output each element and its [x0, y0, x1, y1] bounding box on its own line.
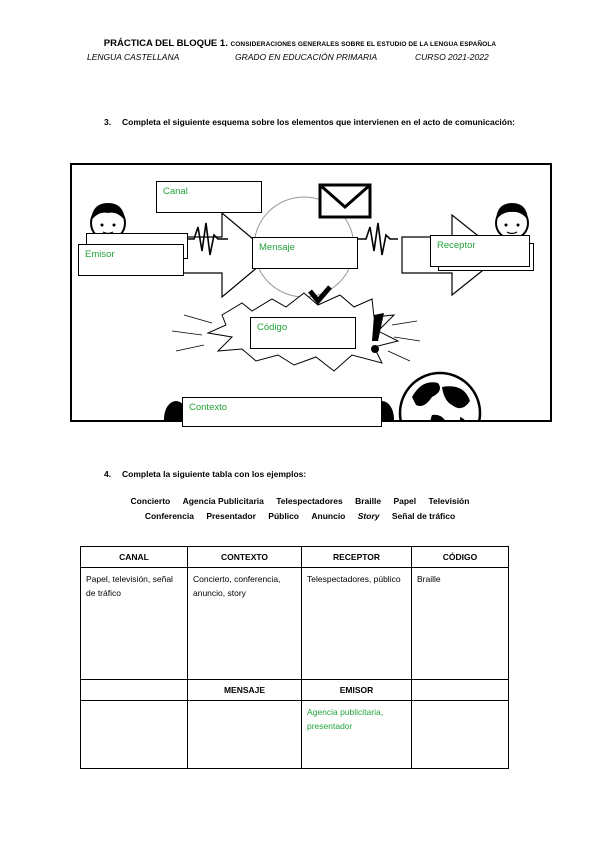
- header-title-bold: PRÁCTICA DEL BLOQUE 1.: [103, 38, 228, 49]
- table-header-cell: CONTEXTO: [188, 547, 302, 568]
- examples-row-2: [0, 511, 600, 521]
- receptor-box: Receptor: [430, 235, 530, 267]
- mensaje-box: Mensaje: [252, 237, 358, 269]
- table-cell[interactable]: [412, 701, 509, 769]
- question-3-number: 3.: [104, 117, 112, 127]
- table-header-cell: CÓDIGO: [412, 547, 509, 568]
- header-title-small: CONSIDERACIONES GENERALES SOBRE EL ESTUDIO DE LA LENGUA ESPAÑOLA: [230, 41, 497, 48]
- header-course: CURSO 2021-2022: [415, 52, 489, 62]
- question-3-text: Completa el siguiente esquema sobre los elementos que intervienen en el acto de comunicación:: [122, 117, 515, 127]
- example-word: Conferencia: [144, 511, 194, 521]
- example-word: Telespectadores: [276, 496, 343, 506]
- header-degree: GRADO EN EDUCACIÓN PRIMARIA: [235, 52, 378, 62]
- diagram-illustration: [72, 165, 550, 420]
- table-cell[interactable]: Telespectadores, público: [302, 568, 412, 680]
- signal-wave-right: [356, 223, 398, 255]
- examples-row-1: [0, 496, 600, 506]
- table-header-cell: [412, 680, 509, 701]
- question-4-text: Completa la siguiente tabla con los ejemplos:: [122, 469, 307, 479]
- example-word-italic: Story: [357, 511, 380, 521]
- table-cell[interactable]: Concierto, conferencia, anuncio, story: [188, 568, 302, 680]
- example-word: Público: [268, 511, 299, 521]
- canal-box: Canal: [156, 181, 262, 213]
- table-row: [81, 568, 509, 680]
- table-header-cell: EMISOR: [302, 680, 412, 701]
- table-row: [81, 701, 509, 769]
- table-header-row: [81, 680, 509, 701]
- table-cell[interactable]: Braille: [412, 568, 509, 680]
- table-header-cell: CANAL: [81, 547, 188, 568]
- question-3: [104, 116, 524, 146]
- example-word: Anuncio: [311, 511, 346, 521]
- codigo-box: Código: [250, 317, 356, 349]
- envelope-icon: [320, 185, 370, 217]
- contexto-box: Contexto: [182, 397, 382, 427]
- globe-icon: [400, 373, 480, 420]
- example-word: Señal de tráfico: [391, 511, 456, 521]
- example-word: Papel: [393, 496, 417, 506]
- example-word: Braille: [355, 496, 382, 506]
- communication-diagram: [70, 163, 552, 422]
- table-header-row: [81, 547, 509, 568]
- examples-table: [80, 546, 509, 769]
- document-header-title: [0, 38, 600, 49]
- example-word: Concierto: [130, 496, 171, 506]
- table-header-cell: RECEPTOR: [302, 547, 412, 568]
- receptor-person-icon: [496, 203, 528, 239]
- table-cell[interactable]: Papel, televisión, señal de tráfico: [81, 568, 188, 680]
- example-word: Agencia Publicitaria: [182, 496, 264, 506]
- emisor-box: Emisor: [78, 244, 184, 276]
- header-subject: LENGUA CASTELLANA: [87, 52, 180, 62]
- question-4-number: 4.: [104, 469, 112, 479]
- table-cell[interactable]: Agencia publicitaria, presentador: [302, 701, 412, 769]
- table-header-cell: MENSAJE: [188, 680, 302, 701]
- table-cell[interactable]: [188, 701, 302, 769]
- table-header-cell: [81, 680, 188, 701]
- table-cell[interactable]: [81, 701, 188, 769]
- example-word: Presentador: [206, 511, 256, 521]
- question-4: [104, 468, 524, 482]
- example-word: Televisión: [428, 496, 470, 506]
